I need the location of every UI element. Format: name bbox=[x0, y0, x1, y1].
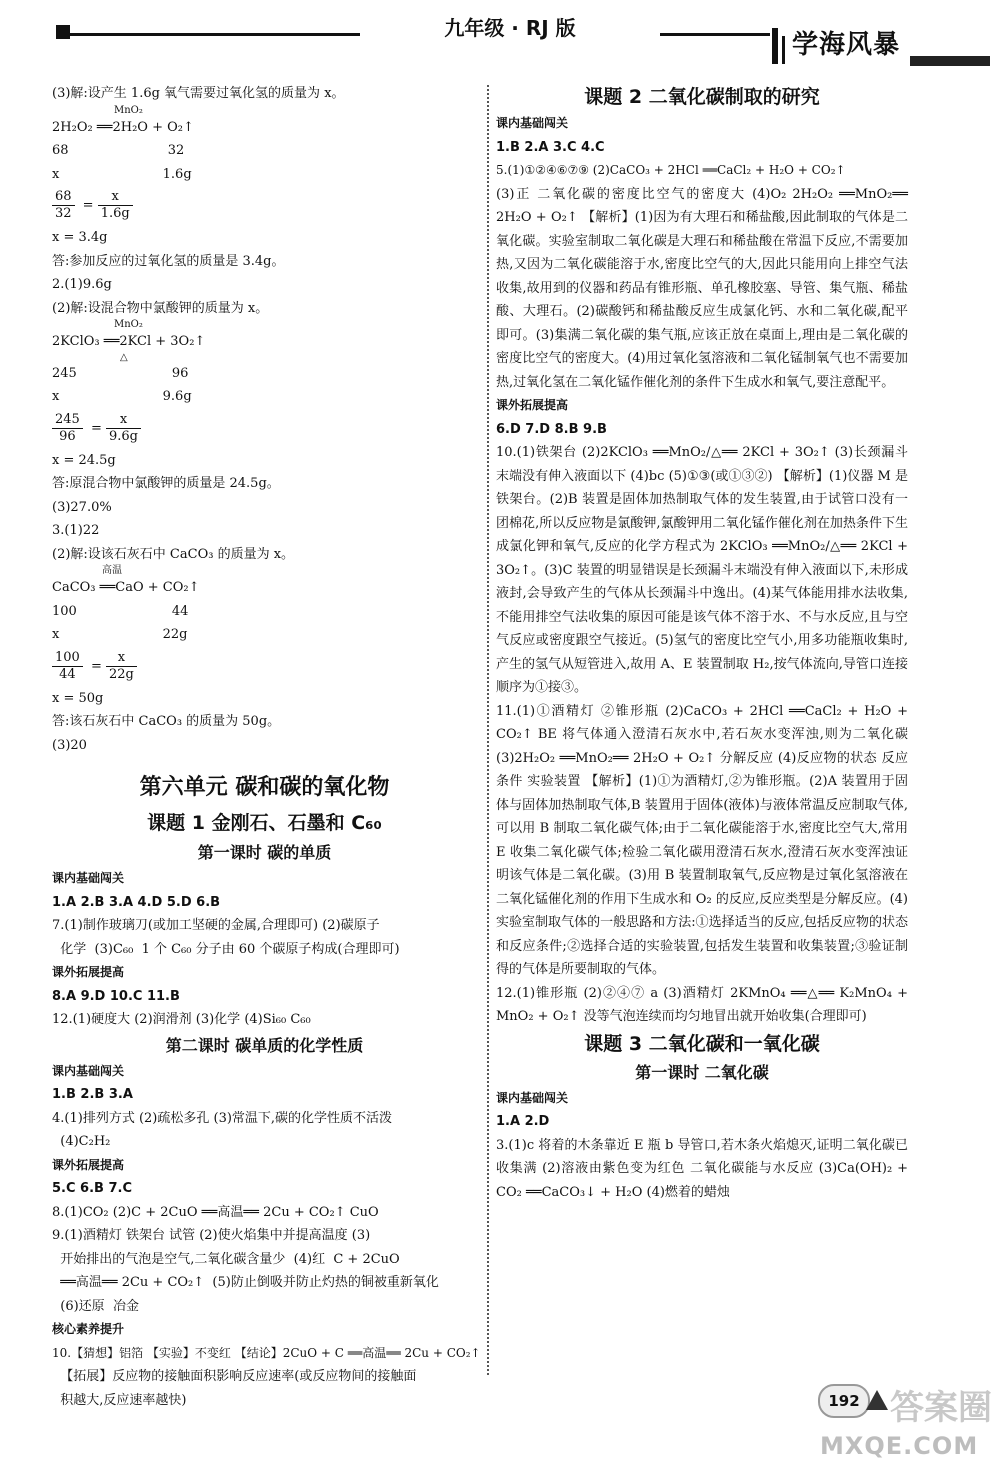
header-square-mark bbox=[56, 25, 70, 39]
brand-logo: 学海风暴 bbox=[792, 30, 901, 60]
fraction: $\frac{100}{44}$ bbox=[52, 650, 83, 683]
section-heading: 课内基础闯关 bbox=[496, 1090, 569, 1105]
result-line: x = 24.5g bbox=[52, 452, 116, 468]
answer-row: 化学 (3)C₆₀ 1 个 C₆₀ 分子由 60 个碳原子构成(合理即可) bbox=[52, 941, 400, 957]
result-line: x = 3.4g bbox=[52, 230, 108, 245]
answer-paragraph: 12.(1)锥形瓶 (2)②④⑦ a (3)酒精灯 2KMnO₄ ══△══ K₂MnO₄ + MnO₂ + O₂↑ 没等气泡连续而均匀地冒出就开始收集(合理即可) bbox=[496, 985, 908, 1024]
answer-row: 1.A 2.D bbox=[496, 1114, 550, 1129]
unit-title: 第六单元 碳和碳的氧化物 bbox=[139, 775, 390, 800]
topic-title: 课题 3 二氧化碳和一氧化碳 bbox=[584, 1032, 820, 1055]
fraction: $\frac{x}{1.6g}$ bbox=[98, 189, 133, 222]
answer-row: ══高温══ 2Cu + CO₂↑ (5)防止倒吸并防止灼热的铜被重新氧化 bbox=[52, 1275, 439, 1290]
answer-row: 【拓展】反应物的接触面积影响反应速率(或反应物间的接触面 bbox=[52, 1369, 417, 1384]
left-column bbox=[52, 82, 481, 1412]
mass-ratio-row: 68 32 bbox=[52, 143, 185, 158]
answer-line: 答:该石灰石中 CaCO₃ 的质量为 50g。 bbox=[52, 714, 281, 729]
result-line: x = 50g bbox=[52, 690, 104, 706]
watermark-url: MXQE.COM bbox=[820, 1432, 979, 1460]
page-number: 192 bbox=[818, 1384, 870, 1418]
mass-ratio-row: 245 96 bbox=[52, 365, 189, 381]
answer-row: 积越大,反应速率越快) bbox=[52, 1392, 187, 1408]
topic-title: 课题 2 二氧化碳制取的研究 bbox=[584, 86, 820, 108]
proportion-equation: $\frac{68}{32}$ = $\frac{x}{1.6g}$ bbox=[52, 186, 477, 226]
question-line: (3)20 bbox=[52, 737, 87, 753]
page-header bbox=[0, 0, 1000, 80]
answer-line: 答:参加反应的过氧化氢的质量是 3.4g。 bbox=[52, 253, 285, 269]
question-line: 3.(1)22 bbox=[52, 523, 100, 538]
reaction-condition: MnO₂ bbox=[114, 104, 143, 116]
answer-row: 10.【猜想】铝箔 【实验】不变红 【结论】2CuO + C ══高温══ 2Cu + CO₂↑ bbox=[52, 1345, 481, 1360]
answer-paragraph: (3)正 二氧化碳的密度比空气的密度大 (4)O₂ 2H₂O₂ ══MnO₂══ 2H₂O + O₂↑ 【解析】(1)因为有大理石和稀盐酸,因此制取的气体是二氧化碳。实验室制取二氧化碳是大理石和稀盐酸在常温下反应,不需要加热,又因为二氧化碳能溶于水,密度比空气的大,因此只能用向上排空气法收集,故用到的仪器和药品有锥形瓶、单孔橡胶塞、导管、集气瓶、稀盐酸、大理石。(2)碳酸钙和稀盐酸反应生成氯化钙、水和二氧化碳,配平即可。(3)集满二氧化碳的集气瓶,应该正放在桌面上,理由是二氧化碳的密度比空气的密度大。(4)用过氧化氢溶液和二氧化锰制氧气也不需要加热,过氧化氢在二氧化锰作催化剂的条件下生成水和氧气,要注意配平。 bbox=[496, 186, 908, 390]
reaction-condition: 高温 bbox=[102, 565, 122, 576]
brand-underline-bar bbox=[910, 56, 990, 66]
section-heading: 课内基础闯关 bbox=[52, 871, 125, 885]
section-heading: 核心素养提升 bbox=[52, 1322, 125, 1336]
answer-row: 5.(1)①②④⑥⑦⑨ (2)CaCO₃ + 2HCl ══CaCl₂ + H₂O + CO₂↑ bbox=[496, 163, 846, 177]
grade-label: 九年级 · RJ 版 bbox=[360, 12, 660, 41]
answer-row: 1.B 2.B 3.A bbox=[52, 1087, 133, 1102]
answer-row: 6.D 7.D 8.B 9.B bbox=[496, 421, 607, 437]
chemical-equation: 2KClO₃ ══2KCl + 3O₂↑ bbox=[52, 334, 206, 349]
solution-intro: (3)解:设产生 1.6g 氧气需要过氧化氢的质量为 x。 bbox=[52, 86, 345, 101]
proportion-equation: $\frac{245}{96}$ = $\frac{x}{9.6g}$ bbox=[52, 409, 477, 449]
solution-intro: (2)解:设该石灰石中 CaCO₃ 的质量为 x。 bbox=[52, 546, 295, 562]
answer-row: 8.A 9.D 10.C 11.B bbox=[52, 988, 180, 1004]
answer-paragraph: 10.(1)铁架台 (2)2KClO₃ ══MnO₂/△══ 2KCl + 3O₂↑ (3)长颈漏斗末端没有伸入液面以下 (4)bc (5)①③(或①③②) 【解析】(1)仪器 M 是铁架台。(2)B 装置是固体加热制取气体的发生装置,由于试管口没有一团棉花,所以反应物是氯酸钾,氯酸钾用二氧化锰作催化剂在加热条件下生成氯化钾和氧气,反应的化学方程式为 2KClO₃ ══MnO₂/△══ 2KCl + 3O₂↑。(3)C 装置的明显错误是长颈漏斗末端没有伸入液面以下,未形成液封,会导致产生的气体从长颈漏斗中逸出。(4)某气体能用排水法收集,不能用排空气法收集的原因可能是该气体不溶于水、不与水反应,且与空气反应或密度跟空气接近。(5)氢气的密度比空气小,用多功能瓶收集时,产生的氢气从短管进入,故用 A、E 装置制取 H₂,按气体流向,导管口连接顺序为①接③。 bbox=[496, 445, 908, 695]
brand-bar-mark bbox=[772, 28, 778, 64]
answer-row: 开始排出的气泡是空气,二氧化碳含量少 (4)红 C + 2CuO bbox=[52, 1251, 400, 1267]
solution-intro: (2)解:设混合物中氯酸钾的质量为 x。 bbox=[52, 300, 269, 316]
chemical-equation: CaCO₃ ══CaO + CO₂↑ bbox=[52, 580, 200, 595]
answer-row: 5.C 6.B 7.C bbox=[52, 1181, 132, 1196]
answer-row: (4)C₂H₂ bbox=[52, 1134, 111, 1149]
proportion-equation: $\frac{100}{44}$ = $\frac{x}{22g}$ bbox=[52, 647, 477, 687]
section-heading: 课内基础闯关 bbox=[52, 1063, 125, 1078]
lesson-title: 第一课时 二氧化碳 bbox=[635, 1062, 769, 1082]
brand-bar-mark-thin bbox=[782, 36, 785, 64]
answer-row: 1.A 2.B 3.A 4.D 5.D 6.B bbox=[52, 894, 221, 910]
chemical-equation: 2H₂O₂ ══2H₂O + O₂↑ bbox=[52, 119, 194, 135]
column-divider bbox=[487, 85, 489, 1375]
page-footer bbox=[0, 1370, 1000, 1466]
fraction: $\frac{68}{32}$ bbox=[52, 189, 75, 222]
answer-row: 12.(1)硬度大 (2)润滑剂 (3)化学 (4)Si₆₀ C₆₀ bbox=[52, 1012, 311, 1027]
mass-ratio-row: x 9.6g bbox=[52, 389, 192, 404]
triangle-icon bbox=[866, 1390, 888, 1410]
lesson-title: 第一课时 碳的单质 bbox=[197, 843, 332, 862]
fraction: $\frac{245}{96}$ bbox=[52, 412, 83, 445]
mass-ratio-row: x 1.6g bbox=[52, 166, 192, 182]
reaction-condition-heat: △ bbox=[120, 351, 128, 363]
answer-row: 9.(1)酒精灯 铁架台 试管 (2)使火焰集中并提高温度 (3) bbox=[52, 1228, 371, 1243]
question-line: (3)27.0% bbox=[52, 499, 112, 515]
answer-row: 4.(1)排列方式 (2)疏松多孔 (3)常温下,碳的化学性质不活泼 bbox=[52, 1110, 393, 1126]
section-heading: 课内基础闯关 bbox=[496, 116, 569, 130]
section-heading: 课外拓展提高 bbox=[52, 965, 125, 979]
mass-ratio-row: 100 44 bbox=[52, 603, 189, 619]
answer-line: 答:原混合物中氯酸钾的质量是 24.5g。 bbox=[52, 476, 280, 491]
lesson-title: 第二课时 碳单质的化学性质 bbox=[165, 1035, 364, 1055]
answer-row: (6)还原 冶金 bbox=[52, 1298, 139, 1314]
fraction: $\frac{x}{22g}$ bbox=[106, 650, 137, 683]
watermark-logo: 答案圈 bbox=[890, 1388, 992, 1428]
section-heading: 课外拓展提高 bbox=[52, 1157, 125, 1172]
mass-ratio-row: x 22g bbox=[52, 627, 188, 642]
answer-paragraph: 11.(1)①酒精灯 ②锥形瓶 (2)CaCO₃ + 2HCl ══CaCl₂ + H₂O + CO₂↑ BE 将气体通入澄清石灰水中,若石灰水变浑浊,则为二氧化碳 (3)2H₂O₂ ══MnO₂══ 2H₂O + O₂↑ 分解反应 (4)反应物的状态 反应条件 实验装置 【解析】(1)①为酒精灯,②为锥形瓶。(2)A 装置用于固体与固体加热制取气体,B 装置用于固体(液体)与液体常温反应制取气体,可以用 B 制取二氧化碳气体;由于二氧化碳能溶于水,密度比空气大,常用 E 收集二氧化碳气体;检验二氧化碳用澄清石灰水,澄清石灰水变浑浊证明该气体是二氧化碳。(3)用 B 装置制取氧气,反应物是过氧化氢溶液在二氧化锰催化剂的作用下生成水和 O₂ 的反应,反应类型是分解反应。(4)实验室制取气体的一般思路和方法:①选择适当的反应,包括反应物的状态和反应条件;②选择合适的实验装置,包括发生装置和收集装置;③验证制得的气体是所要制取的气体。 bbox=[496, 703, 908, 977]
question-line: 2.(1)9.6g bbox=[52, 277, 112, 292]
right-column bbox=[496, 82, 908, 1204]
topic-title: 课题 1 金刚石、石墨和 C₆₀ bbox=[147, 812, 382, 834]
answer-row: 7.(1)制作玻璃刀(或加工坚硬的金属,合理即可) (2)碳原子 bbox=[52, 918, 380, 933]
answer-row: 1.B 2.A 3.C 4.C bbox=[496, 139, 605, 155]
reaction-condition: MnO₂ bbox=[114, 319, 143, 330]
answer-row: 8.(1)CO₂ (2)C + 2CuO ══高温══ 2Cu + CO₂↑ CuO bbox=[52, 1204, 379, 1220]
answer-paragraph: 3.(1)c 将着的木条靠近 E 瓶 b 导管口,若木条火焰熄灭,证明二氧化碳已收集满 (2)溶液由紫色变为红色 二氧化碳能与水反应 (3)Ca(OH)₂ + CO₂ ══CaCO₃↓ + H₂O (4)燃着的蜡烛 bbox=[496, 1137, 908, 1200]
fraction: $\frac{x}{9.6g}$ bbox=[106, 412, 141, 445]
section-heading: 课外拓展提高 bbox=[496, 398, 569, 412]
